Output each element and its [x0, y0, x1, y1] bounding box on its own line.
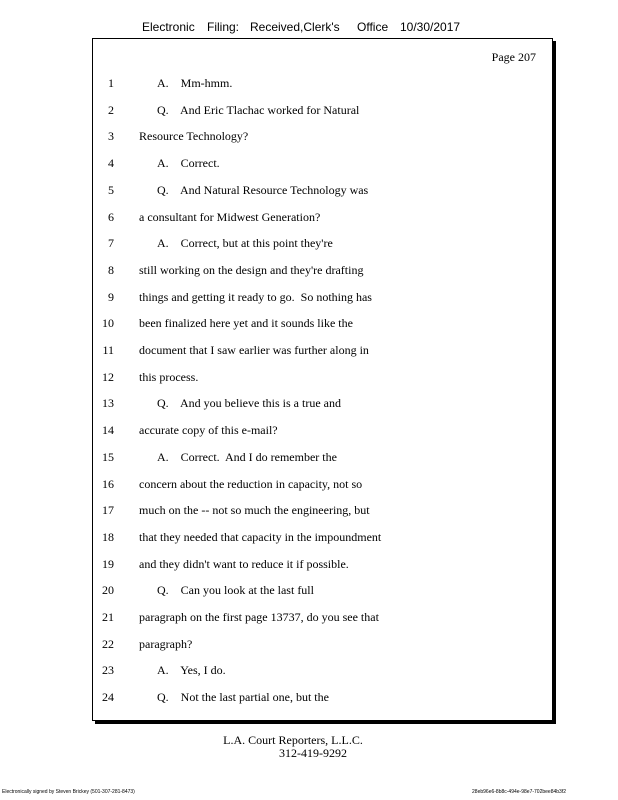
transcript-line	[93, 610, 552, 626]
line-number: 14	[102, 423, 114, 438]
transcript-line	[93, 530, 552, 546]
line-text: A. Yes, I do.	[157, 663, 226, 678]
line-text: Q. And you believe this is a true and	[157, 396, 341, 411]
line-number: 24	[102, 690, 114, 705]
transcript-line	[93, 690, 552, 706]
line-text: that they needed that capacity in the impoundment	[139, 529, 382, 544]
line-text: paragraph?	[139, 636, 193, 651]
line-number: 4	[108, 156, 114, 171]
line-number: 15	[102, 449, 114, 464]
transcript-line	[93, 477, 552, 493]
filing-header	[0, 20, 618, 36]
line-text: Q. Can you look at the last full	[157, 583, 314, 598]
transcript-line	[93, 423, 552, 439]
line-number: 12	[102, 369, 114, 384]
line-text: A. Correct.	[157, 156, 220, 171]
page-number: Page 207	[491, 50, 536, 64]
transcript-line	[93, 503, 552, 519]
line-text: things and getting it ready to go. So nothing has	[139, 289, 372, 304]
line-text: a consultant for Midwest Generation?	[139, 209, 321, 224]
line-text: been finalized here yet and it sounds like the	[139, 316, 353, 331]
line-number: 22	[102, 636, 114, 651]
transcript-line	[93, 343, 552, 359]
transcript-line	[93, 210, 552, 226]
line-number: 19	[102, 556, 114, 571]
line-text: much on the -- not so much the engineering, but	[139, 503, 370, 518]
transcript-line	[93, 557, 552, 573]
line-number: 20	[102, 583, 114, 598]
line-number: 8	[108, 262, 114, 277]
line-text: Resource Technology?	[139, 129, 249, 144]
header-electronic: Electronic	[142, 20, 195, 34]
line-number: 9	[108, 289, 114, 304]
line-text: A. Correct, but at this point they're	[157, 236, 333, 251]
line-number: 23	[102, 663, 114, 678]
line-number: 16	[102, 476, 114, 491]
transcript-line	[93, 370, 552, 386]
line-text: document that I saw earlier was further along in	[139, 343, 369, 357]
line-number: 17	[102, 503, 114, 518]
transcript-line	[93, 637, 552, 653]
signature-right: 28eb96e6-8b8c-494e-98e7-702bee84b3f2	[472, 789, 566, 795]
transcript-line	[93, 450, 552, 466]
transcript-line	[93, 129, 552, 145]
line-text: this process.	[139, 369, 199, 384]
line-number: 7	[108, 236, 114, 251]
transcript-line	[93, 183, 552, 199]
frame-shadow-right	[553, 41, 556, 724]
transcript-line	[93, 583, 552, 599]
line-number: 11	[102, 343, 114, 357]
line-text: A. Mm-hmm.	[157, 76, 233, 90]
transcript-line	[93, 316, 552, 332]
transcript-line	[93, 76, 552, 92]
header-office: Office	[357, 20, 389, 34]
line-number: 1	[108, 76, 114, 90]
line-text: Q. And Natural Resource Technology was	[157, 182, 369, 197]
line-number: 3	[108, 129, 114, 144]
header-received-clerks: Received,Clerk's	[250, 20, 340, 34]
transcript-line	[93, 263, 552, 279]
line-number: 10	[102, 316, 114, 331]
frame-shadow-bottom	[95, 721, 556, 724]
transcript-line	[93, 663, 552, 679]
line-number: 13	[102, 396, 114, 411]
line-number: 2	[108, 102, 114, 117]
line-text: still working on the design and they're drafting	[139, 262, 364, 277]
transcript-page	[92, 38, 553, 721]
transcript-line	[93, 156, 552, 172]
transcript-line	[93, 103, 552, 119]
line-text: paragraph on the first page 13737, do you see that	[139, 610, 379, 624]
transcript-line	[93, 290, 552, 306]
line-number: 21	[102, 610, 114, 624]
transcript-line	[93, 396, 552, 412]
line-number: 18	[102, 529, 114, 544]
line-text: and they didn't want to reduce it if possible.	[139, 556, 349, 571]
header-filing: Filing:	[207, 20, 240, 34]
footer-company: L.A. Court Reporters, L.L.C.	[223, 733, 363, 747]
line-text: A. Correct. And I do remember the	[157, 449, 337, 464]
line-text: accurate copy of this e-mail?	[139, 423, 278, 438]
transcript-line	[93, 236, 552, 252]
line-text: Q. Not the last partial one, but the	[157, 690, 329, 705]
footer-phone: 312-419-9292	[279, 746, 347, 760]
line-number: 6	[108, 209, 114, 224]
signature-left: Electronically signed by Steven Brickey (501-307-281-8473)	[2, 789, 135, 795]
line-text: Q. And Eric Tlachac worked for Natural	[157, 102, 360, 117]
line-text: concern about the reduction in capacity, not so	[139, 476, 363, 491]
line-number: 5	[108, 182, 114, 197]
header-date: 10/30/2017	[400, 20, 461, 34]
